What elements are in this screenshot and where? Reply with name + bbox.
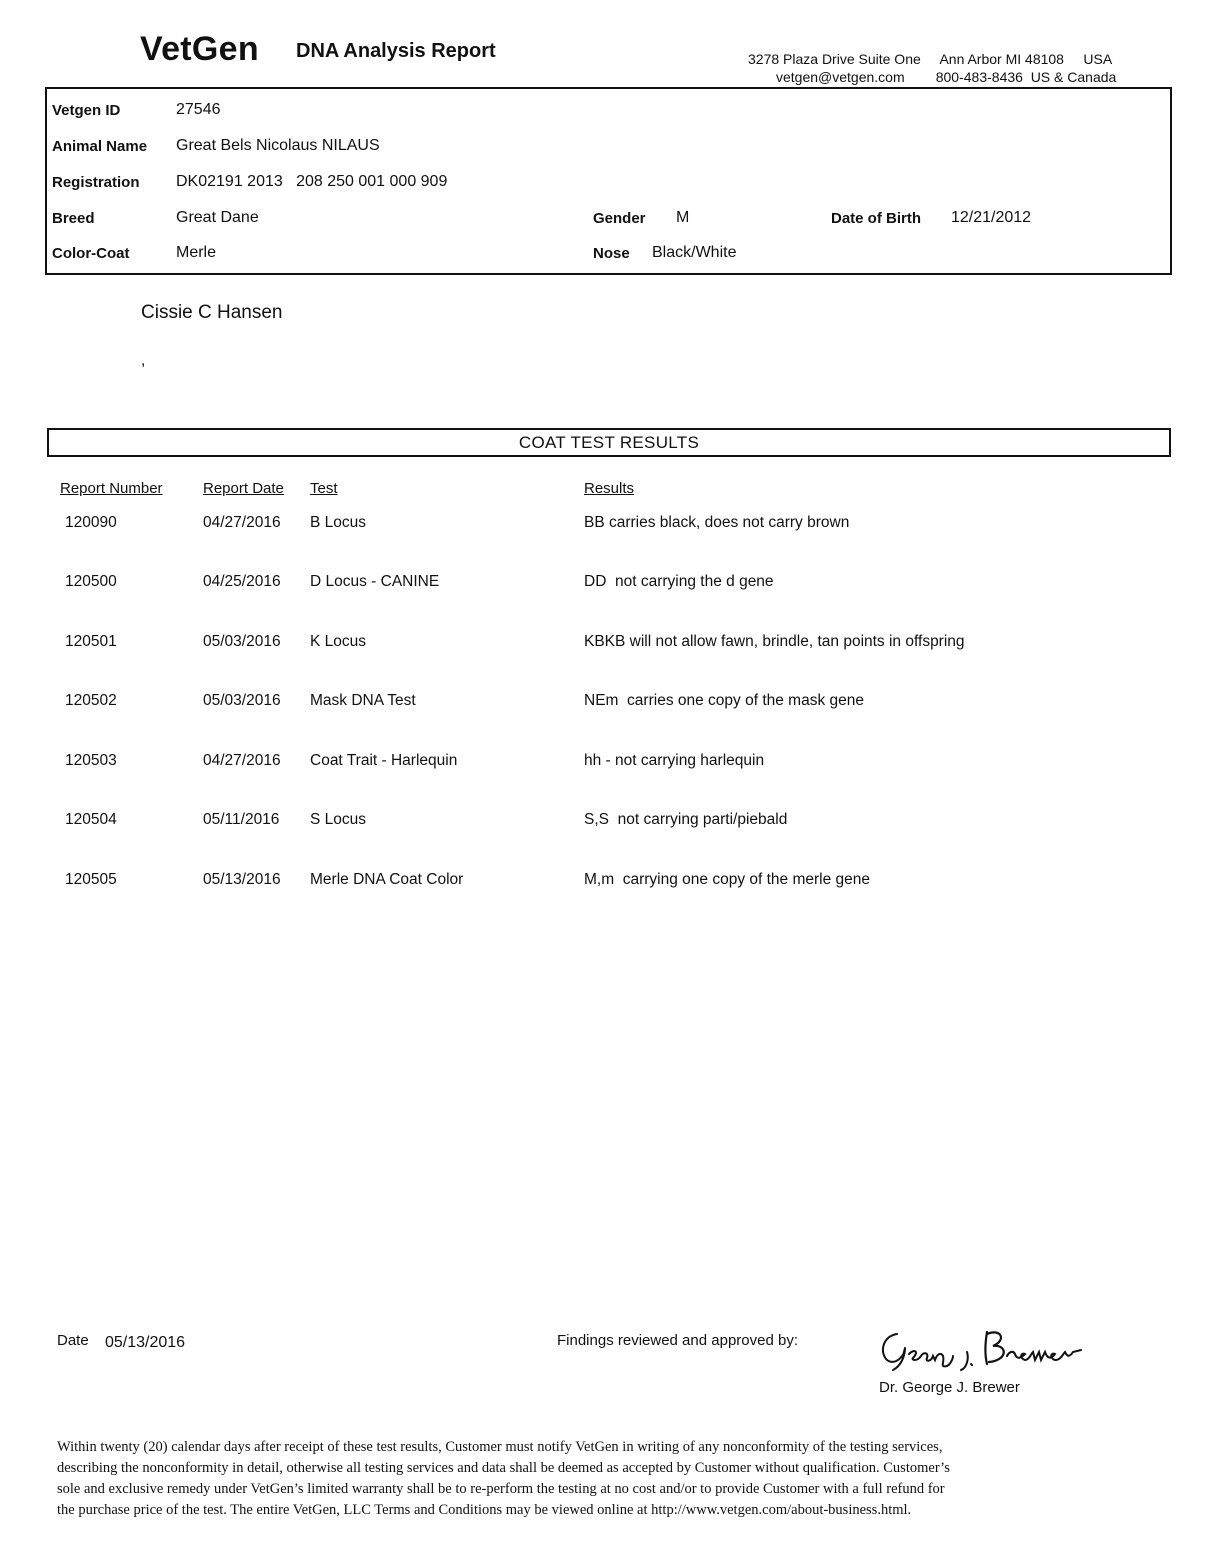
- report-number: 120505: [65, 871, 117, 888]
- report-date: 05/03/2016: [203, 633, 281, 650]
- column-header-report-date: Report Date: [203, 480, 284, 497]
- dob-value: 12/21/2012: [951, 209, 1032, 226]
- registration-value: DK02191 2013 208 250 001 000 909: [176, 173, 448, 190]
- color-coat-label: Color-Coat: [52, 245, 130, 262]
- test-name: Merle DNA Coat Color: [310, 871, 464, 888]
- approval-label: Findings reviewed and approved by:: [557, 1332, 798, 1349]
- test-name: B Locus: [310, 514, 367, 531]
- color-coat-value: Merle: [176, 244, 217, 261]
- test-result: M,m carrying one copy of the merle gene: [584, 871, 871, 888]
- test-result: DD not carrying the d gene: [584, 573, 774, 590]
- vetgen-id-value: 27546: [176, 101, 221, 118]
- vetgen-logo: VetGen: [140, 30, 259, 68]
- test-name: S Locus: [310, 811, 367, 828]
- registration-label: Registration: [52, 174, 140, 191]
- signature-image: [875, 1322, 1085, 1374]
- animal-name-value: Great Bels Nicolaus NILAUS: [176, 137, 380, 154]
- test-name: K Locus: [310, 633, 367, 650]
- breed-label: Breed: [52, 210, 95, 227]
- owner-name: Cissie C Hansen: [141, 302, 283, 323]
- report-date: 05/03/2016: [203, 692, 281, 709]
- legal-line: Within twenty (20) calendar days after receipt of these test results, Customer must notify VetGen in writing of any nonconformity of the testing services,: [57, 1439, 943, 1455]
- nose-value: Black/White: [652, 244, 737, 261]
- legal-line: describing the nonconformity in detail, otherwise all testing services and data shall be deemed as accepted by Customer without qualification. Customer’s: [57, 1460, 950, 1476]
- report-number: 120504: [65, 811, 117, 828]
- report-date: 04/27/2016: [203, 514, 281, 531]
- gender-value: M: [676, 209, 690, 226]
- report-date-value: 05/13/2016: [105, 1334, 186, 1351]
- date-label: Date: [57, 1332, 89, 1349]
- breed-value: Great Dane: [176, 209, 259, 226]
- legal-line: sole and exclusive remedy under VetGen’s limited warranty shall be to re-perform the testing at no cost and/or to provide Customer with a full refund for: [57, 1481, 945, 1497]
- report-number: 120502: [65, 692, 117, 709]
- report-number: 120501: [65, 633, 117, 650]
- legal-line: the purchase price of the test. The entire VetGen, LLC Terms and Conditions may be viewed online at http://www.vetgen.com/about-business.html.: [57, 1502, 912, 1518]
- column-header-test: Test: [310, 480, 338, 497]
- test-name: Mask DNA Test: [310, 692, 416, 709]
- address-line-2: vetgen@vetgen.com 800-483-8436 US & Canada: [776, 69, 1117, 85]
- dob-label: Date of Birth: [831, 210, 921, 227]
- address-line-1: 3278 Plaza Drive Suite One Ann Arbor MI 48108 USA: [748, 51, 1113, 67]
- test-result: BB carries black, does not carry brown: [584, 514, 850, 531]
- animal-name-label: Animal Name: [52, 138, 148, 155]
- gender-label: Gender: [593, 210, 646, 227]
- test-name: D Locus - CANINE: [310, 573, 440, 590]
- test-result: hh - not carrying harlequin: [584, 752, 765, 769]
- report-title: DNA Analysis Report: [296, 40, 496, 62]
- vetgen-id-label: Vetgen ID: [52, 102, 121, 119]
- test-name: Coat Trait - Harlequin: [310, 752, 458, 769]
- column-header-results: Results: [584, 480, 635, 497]
- signer-name: Dr. George J. Brewer: [879, 1379, 1020, 1396]
- report-number: 120090: [65, 514, 117, 531]
- report-date: 04/27/2016: [203, 752, 281, 769]
- report-date: 05/11/2016: [203, 811, 280, 828]
- report-number: 120500: [65, 573, 117, 590]
- report-date: 04/25/2016: [203, 573, 281, 590]
- test-result: S,S not carrying parti/piebald: [584, 811, 788, 828]
- test-result: NEm carries one copy of the mask gene: [584, 692, 864, 709]
- section-title: COAT TEST RESULTS: [47, 428, 1171, 457]
- report-date: 05/13/2016: [203, 871, 281, 888]
- nose-label: Nose: [593, 245, 630, 262]
- column-header-report-number: Report Number: [60, 480, 163, 497]
- report-number: 120503: [65, 752, 117, 769]
- owner-address: ,: [141, 352, 146, 369]
- legal-disclaimer: [57, 1437, 1057, 1521]
- test-result: KBKB will not allow fawn, brindle, tan points in offspring: [584, 633, 965, 650]
